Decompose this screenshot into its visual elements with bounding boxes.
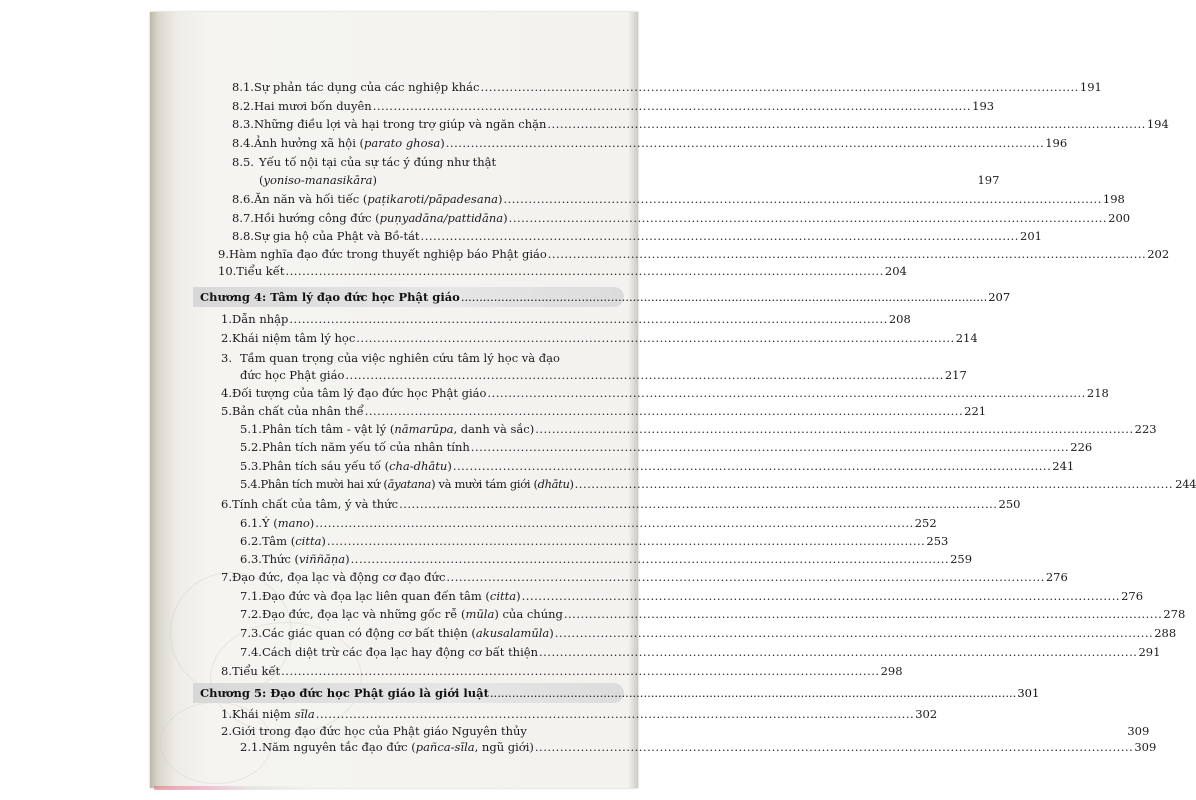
title-text: ) bbox=[345, 552, 350, 567]
entry-page: 241 bbox=[1052, 459, 1075, 473]
title-italic: mūla bbox=[465, 607, 495, 622]
title-italic: akusalamūla bbox=[475, 626, 550, 641]
title-text: Ăn năn và hối tiếc ( bbox=[253, 192, 368, 206]
entry-page: 208 bbox=[888, 312, 911, 327]
entry-number: 3. bbox=[221, 350, 232, 365]
leader-dots bbox=[316, 707, 914, 721]
title-text: Phân tích sáu yếu tố ( bbox=[261, 459, 390, 473]
entry-page: 194 bbox=[1146, 117, 1169, 132]
title-text: ) bbox=[447, 459, 452, 473]
entry-page: 226 bbox=[1070, 440, 1093, 455]
toc-entry bbox=[240, 367, 967, 382]
entry-number: 8.2. bbox=[232, 98, 254, 113]
leader-dots bbox=[490, 686, 1016, 700]
leader-dots bbox=[555, 626, 1153, 640]
leader-dots bbox=[373, 99, 971, 113]
entry-title bbox=[232, 707, 315, 721]
title-text: ) bbox=[372, 173, 377, 188]
entry-page: 288 bbox=[1154, 626, 1177, 641]
entry-page: 250 bbox=[998, 497, 1021, 512]
entry-title: Đạo đức, đọa lạc và động cơ đạo đức bbox=[231, 570, 446, 585]
entry-title bbox=[262, 459, 452, 473]
entry-title bbox=[259, 173, 377, 187]
entry-title: Sự gia hộ của Phật và Bồ-tát bbox=[253, 229, 420, 244]
title-text: ( bbox=[259, 173, 264, 188]
entry-number: 7.1. bbox=[240, 588, 262, 603]
toc-entry bbox=[221, 331, 978, 346]
leader-dots bbox=[535, 422, 1133, 436]
entry-page: 204 bbox=[884, 263, 907, 278]
toc-entry bbox=[221, 351, 620, 365]
entry-number: 6.3. bbox=[240, 552, 262, 567]
leader-dots bbox=[480, 80, 1078, 94]
title-text: , danh và sắc) bbox=[453, 421, 535, 436]
entry-page: 193 bbox=[972, 98, 995, 113]
entry-number: 8.3. bbox=[232, 117, 254, 132]
title-text: Tâm ( bbox=[261, 533, 296, 548]
entry-title bbox=[254, 136, 445, 150]
entry-title: Đối tượng của tâm lý đạo đức học Phật giáo bbox=[231, 386, 487, 401]
toc-entry bbox=[221, 312, 911, 327]
entry-number: 2.1. bbox=[240, 740, 262, 754]
entry-number: 5. bbox=[221, 403, 232, 418]
entry-page: 244 bbox=[1175, 476, 1196, 491]
leader-dots bbox=[471, 440, 1069, 454]
entry-page: 298 bbox=[880, 663, 903, 678]
entry-title bbox=[254, 211, 508, 225]
title-text: , ngũ giới) bbox=[474, 740, 534, 754]
toc-entry bbox=[221, 707, 938, 722]
entry-number: 2. bbox=[221, 331, 232, 346]
chapter-title: Chương 5: Đạo đức học Phật giáo là giới luật bbox=[200, 686, 489, 701]
title-italic: nāmarūpa bbox=[394, 421, 454, 436]
chapter-heading bbox=[193, 683, 1040, 703]
toc-entry bbox=[259, 173, 1000, 188]
entry-number: 6.2. bbox=[240, 533, 262, 548]
entry-title bbox=[261, 477, 574, 491]
entry-page: 217 bbox=[944, 367, 967, 382]
entry-title: Phân tích năm yếu tố của nhân tính bbox=[261, 440, 470, 455]
entry-number: 1. bbox=[221, 312, 232, 327]
toc-entry bbox=[240, 421, 1157, 436]
entry-title bbox=[262, 516, 314, 530]
entry-page: 302 bbox=[915, 707, 938, 722]
toc-entry bbox=[221, 663, 903, 678]
entry-page: 214 bbox=[955, 331, 978, 346]
leader-dots bbox=[356, 331, 954, 345]
entry-number: 6. bbox=[221, 497, 232, 512]
entry-title bbox=[262, 740, 534, 754]
entry-number: 5.1. bbox=[240, 421, 262, 436]
title-text: Phân tích tâm - vật lý ( bbox=[261, 421, 395, 436]
toc-entry bbox=[221, 497, 1021, 512]
title-text: ) bbox=[440, 136, 445, 150]
toc-entry bbox=[221, 724, 1150, 739]
toc-entry bbox=[240, 552, 973, 567]
chapter-page: 207 bbox=[988, 290, 1011, 305]
toc-entry bbox=[232, 98, 995, 113]
chapter-heading bbox=[193, 287, 1011, 307]
entry-title: Tiểu kết bbox=[231, 663, 281, 678]
entry-page: 197 bbox=[977, 173, 1000, 188]
title-text: ) bbox=[569, 476, 574, 491]
entry-number: 5.3. bbox=[240, 459, 262, 473]
entry-page: 202 bbox=[1147, 247, 1170, 262]
leader-dots bbox=[345, 368, 943, 382]
entry-number: 8.5. bbox=[232, 154, 254, 169]
title-italic: puṇyadāna/pattidāna bbox=[379, 210, 504, 225]
title-text: Đạo đức, đọa lạc và những gốc rễ ( bbox=[261, 607, 466, 622]
entry-title: Hàm nghĩa đạo đức trong thuyết nghiệp báo Phật giáo bbox=[228, 247, 547, 262]
toc-entry bbox=[232, 229, 1042, 244]
leader-dots bbox=[315, 516, 913, 530]
toc-entry bbox=[232, 80, 1102, 94]
entry-page: 253 bbox=[926, 533, 949, 548]
title-text: ) bbox=[309, 516, 315, 530]
entry-page: 200 bbox=[1108, 210, 1131, 225]
entry-page: 218 bbox=[1086, 386, 1109, 401]
entry-number: 5.2. bbox=[240, 440, 262, 455]
title-italic: āyatana bbox=[387, 476, 432, 491]
leader-dots bbox=[365, 404, 963, 418]
entry-page: 278 bbox=[1163, 607, 1186, 622]
entry-number: 8.4. bbox=[232, 136, 254, 150]
entry-page: 291 bbox=[1138, 644, 1161, 659]
entry-title bbox=[254, 192, 503, 206]
toc-entry bbox=[240, 459, 1075, 473]
entry-title: đức học Phật giáo bbox=[240, 367, 345, 382]
leader-dots bbox=[548, 247, 1146, 261]
entry-page: 196 bbox=[1045, 136, 1068, 150]
entry-number: 8.6. bbox=[232, 192, 254, 206]
leader-dots bbox=[351, 552, 949, 566]
entry-title: Sự phản tác dụng của các nghiệp khác bbox=[253, 80, 480, 94]
title-italic: parato ghosa bbox=[364, 136, 441, 150]
toc-entry bbox=[240, 588, 1144, 603]
toc-entry bbox=[240, 440, 1093, 455]
leader-dots bbox=[503, 192, 1101, 206]
entry-title: Tính chất của tâm, ý và thức bbox=[231, 497, 399, 512]
entry-title: Hai mươi bốn duyên bbox=[253, 98, 372, 113]
title-italic: pañca-sīla bbox=[415, 740, 475, 754]
title-text: ) của chúng bbox=[494, 607, 563, 622]
toc-entry bbox=[221, 386, 1109, 401]
entry-title: Cách diệt trừ các đọa lạc hay động cơ bất thiện bbox=[261, 644, 538, 659]
leader-dots bbox=[285, 264, 883, 278]
leader-dots bbox=[453, 459, 1051, 473]
toc-entry bbox=[240, 607, 1186, 622]
title-italic: cha-dhātu bbox=[389, 459, 448, 473]
title-text: Ảnh hưởng xã hội ( bbox=[253, 136, 365, 150]
leader-dots bbox=[327, 534, 925, 548]
chapter-page: 301 bbox=[1017, 686, 1040, 701]
entry-page: 223 bbox=[1134, 421, 1157, 436]
leader-dots bbox=[522, 589, 1120, 603]
toc-entry bbox=[232, 155, 620, 169]
entry-title bbox=[262, 422, 534, 436]
entry-title bbox=[262, 626, 554, 640]
entry-page: 201 bbox=[1020, 229, 1042, 244]
entry-title: Tiểu kết bbox=[236, 263, 285, 278]
title-italic: paṭikaroti/pāpadesana bbox=[367, 192, 498, 206]
entry-number: 9. bbox=[218, 247, 229, 262]
entry-number: 8.8. bbox=[232, 229, 254, 244]
entry-title: Yếu tố nội tại của sự tác ý đúng như thật bbox=[259, 154, 497, 169]
title-text: Phân tích mười hai xứ ( bbox=[260, 476, 388, 491]
entry-title bbox=[262, 589, 521, 603]
chapter-title: Chương 4: Tâm lý đạo đức học Phật giáo bbox=[200, 290, 460, 305]
leader-dots bbox=[509, 211, 1107, 225]
leader-dots bbox=[421, 229, 1019, 243]
title-italic: viññāṇa bbox=[299, 552, 346, 567]
title-text: ) bbox=[503, 210, 508, 225]
entry-title: Những điều lợi và hại trong trợ giúp và ngăn chặn bbox=[253, 117, 547, 132]
entry-number: 5.4. bbox=[240, 476, 261, 491]
entry-page: 309 bbox=[1134, 740, 1157, 754]
entry-number: 8. bbox=[221, 663, 232, 678]
entry-page: 276 bbox=[1045, 570, 1068, 585]
toc-entry bbox=[240, 516, 937, 530]
title-italic: citta bbox=[295, 533, 322, 548]
leader-dots bbox=[461, 290, 987, 304]
leader-dots bbox=[547, 117, 1145, 131]
entry-title bbox=[262, 534, 326, 548]
leader-dots bbox=[446, 136, 1044, 150]
entry-title: Giới trong đạo đức học của Phật giáo Nguyên thủy bbox=[231, 724, 527, 739]
toc-entry bbox=[240, 533, 949, 548]
entry-number: 2. bbox=[221, 724, 232, 739]
title-text: Hồi hướng công đức ( bbox=[253, 210, 380, 225]
entry-page: 191 bbox=[1079, 80, 1102, 94]
entry-title: Bản chất của nhân thể bbox=[231, 403, 364, 418]
toc-entry bbox=[232, 117, 1169, 132]
title-text: ) bbox=[549, 626, 554, 641]
entry-number: 8.7. bbox=[232, 210, 254, 225]
entry-page: 276 bbox=[1121, 588, 1144, 603]
toc-entry bbox=[221, 570, 1068, 585]
leader-dots bbox=[535, 740, 1133, 754]
toc-entry bbox=[240, 476, 1196, 491]
leader-dots bbox=[539, 645, 1137, 659]
title-italic: citta bbox=[489, 588, 517, 603]
toc-entry bbox=[221, 403, 987, 418]
entry-page: 259 bbox=[950, 552, 973, 567]
title-text: Các giác quan có động cơ bất thiện ( bbox=[261, 626, 476, 641]
title-italic: dhātu bbox=[537, 476, 570, 491]
entry-number: 8.1. bbox=[232, 80, 254, 94]
entry-number: 6.1. bbox=[240, 516, 262, 530]
entry-number: 7.4. bbox=[240, 644, 262, 659]
title-text: Đạo đức và đọa lạc liên quan đến tâm ( bbox=[261, 588, 490, 603]
leader-dots bbox=[487, 386, 1085, 400]
entry-page: 309 bbox=[1127, 724, 1150, 739]
title-italic: yoniso-manasikāra bbox=[263, 173, 373, 188]
toc-entry bbox=[218, 247, 1170, 262]
entry-title: Khái niệm tâm lý học bbox=[231, 331, 356, 346]
entry-number: 1. bbox=[221, 707, 232, 722]
entry-title: Tầm quan trọng của việc nghiên cứu tâm lý học và đạo bbox=[240, 350, 560, 365]
leader-dots bbox=[281, 664, 879, 678]
entry-number: 7.2. bbox=[240, 607, 262, 622]
title-text: Khái niệm bbox=[231, 707, 295, 722]
toc-entry bbox=[218, 263, 907, 278]
entry-number: 7. bbox=[221, 570, 232, 585]
title-text: ) bbox=[321, 533, 326, 548]
entry-page: 221 bbox=[964, 403, 987, 418]
toc-entry bbox=[232, 192, 1125, 206]
entry-number: 4. bbox=[221, 386, 232, 401]
leader-dots bbox=[289, 312, 887, 326]
leader-dots bbox=[575, 477, 1173, 491]
leader-dots bbox=[399, 497, 997, 511]
toc-entry bbox=[240, 740, 1157, 754]
entry-title: Dẫn nhập bbox=[231, 312, 289, 327]
title-text: Năm nguyên tắc đạo đức ( bbox=[261, 740, 416, 754]
entry-page: 198 bbox=[1102, 192, 1125, 206]
entry-title bbox=[262, 607, 563, 621]
toc-entry bbox=[240, 626, 1177, 641]
leader-dots bbox=[564, 607, 1162, 621]
title-text: Thức ( bbox=[261, 552, 300, 567]
title-text: ) và mười tám giới ( bbox=[431, 476, 538, 491]
title-text: Ý ( bbox=[261, 516, 278, 530]
toc-entry bbox=[232, 136, 1068, 150]
title-italic: mano bbox=[277, 516, 310, 530]
leader-dots bbox=[446, 570, 1044, 584]
entry-page: 252 bbox=[914, 516, 937, 530]
title-text: ) bbox=[516, 588, 521, 603]
entry-title bbox=[262, 552, 350, 566]
entry-number: 10. bbox=[218, 263, 237, 278]
toc-entry bbox=[240, 644, 1161, 659]
entry-number: 7.3. bbox=[240, 626, 262, 641]
toc-entry bbox=[232, 210, 1131, 225]
title-italic: sīla bbox=[294, 707, 315, 722]
title-text: ) bbox=[497, 192, 503, 206]
